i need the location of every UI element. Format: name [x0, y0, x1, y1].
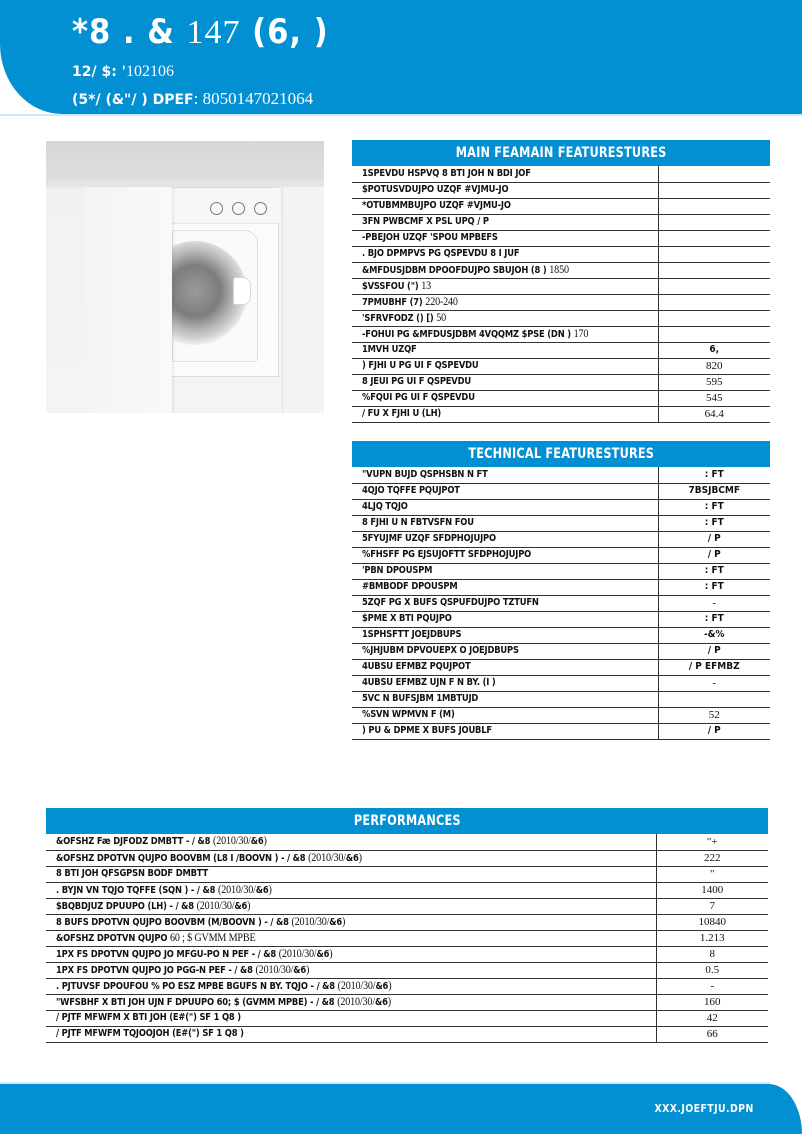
- table-row: [352, 515, 770, 531]
- row-label-cell: [352, 294, 658, 310]
- product-code-value: 102106: [125, 63, 174, 80]
- row-value: [658, 691, 770, 707]
- row-label-suffix-end: ): [247, 899, 251, 912]
- row-label: [56, 1011, 241, 1025]
- row-label: [362, 580, 458, 594]
- row-label-text: 1PX FS DPOTVN QUJPO JO MFGU-PO N PEF - / &8: [56, 948, 277, 960]
- row-label-suffix: 220-240: [425, 295, 458, 308]
- dial-icon: [254, 202, 267, 215]
- row-label-cell: [352, 198, 658, 214]
- row-value: ": [656, 866, 768, 882]
- row-label-suffix-end: ): [342, 915, 346, 928]
- row-label-cell: [352, 675, 658, 691]
- row-label-cell: [352, 214, 658, 230]
- row-value: 222: [656, 850, 768, 866]
- row-label-suffix-bold: &6: [374, 996, 388, 1008]
- row-value: [658, 198, 770, 214]
- row-label-suffix-bold: &6: [250, 836, 264, 848]
- row-value: 64.4: [658, 406, 770, 422]
- table-row: [352, 214, 770, 230]
- row-label-cell: [46, 866, 656, 882]
- table-row: [352, 262, 770, 278]
- row-label-text: $POTUSVDUJPO UZQF #VJMU-JO: [362, 184, 509, 195]
- row-label-text: &OFSHZ Fæ DJFODZ DMBTT - / &8: [56, 836, 211, 848]
- table-row: [352, 246, 770, 262]
- row-label-cell: [352, 310, 658, 326]
- washing-machine: [169, 187, 279, 377]
- row-label-cell: [352, 627, 658, 643]
- row-label-text: / FU X FJHI U (LH): [362, 408, 442, 419]
- table-row: [352, 374, 770, 390]
- row-label: [362, 660, 471, 674]
- row-label: [362, 311, 446, 326]
- row-value: / P: [658, 547, 770, 563]
- row-label-cell: [352, 326, 658, 342]
- row-value: "+: [656, 834, 768, 850]
- table-row: [352, 467, 770, 483]
- row-label-suffix: 1850: [549, 263, 569, 276]
- row-label-text: 'PBN DPOUSPM: [362, 565, 433, 576]
- row-label-suffix-bold: &6: [316, 948, 330, 960]
- table-row: [352, 483, 770, 499]
- table-row: [352, 547, 770, 563]
- table-row: [352, 611, 770, 627]
- row-label-cell: [46, 946, 656, 962]
- row-label-text: . PJTUVSF DPOUFOU % PO ESZ MPBE BGUFS N BY. TQJO - / &8: [56, 980, 335, 992]
- row-label-cell: [352, 467, 658, 483]
- row-label: [56, 947, 332, 962]
- title-model-number: 147: [186, 14, 241, 51]
- row-label-text: 5VC N BUFSJBM 1MBTUJD: [362, 693, 479, 704]
- row-label: [362, 516, 474, 530]
- row-value: [658, 310, 770, 326]
- row-value: 6,: [658, 342, 770, 358]
- row-label-cell: [352, 278, 658, 294]
- row-label-cell: [46, 882, 656, 898]
- row-label-cell: [352, 691, 658, 707]
- cabinet-door: [84, 187, 172, 413]
- row-label-cell: [352, 406, 658, 422]
- row-label-cell: [352, 643, 658, 659]
- row-label-cell: [46, 914, 656, 930]
- row-label: [362, 548, 531, 562]
- row-label-suffix-bold: &6: [329, 916, 343, 928]
- row-label: [56, 851, 362, 866]
- row-label-cell: [352, 230, 658, 246]
- row-label-suffix: 170: [573, 327, 589, 340]
- row-label-cell: [352, 342, 658, 358]
- row-value: 595: [658, 374, 770, 390]
- row-label: [362, 676, 496, 690]
- table-row: [352, 294, 770, 310]
- row-label: [362, 391, 475, 405]
- row-value: 7: [656, 898, 768, 914]
- row-value: 820: [658, 358, 770, 374]
- ean-code-line: [72, 89, 313, 109]
- row-label-text: 4LJQ TQJO: [362, 501, 408, 512]
- row-label: [362, 564, 432, 578]
- row-label-text: . BYJN VN TQJO TQFFE (SQN ) - / &8: [56, 884, 216, 896]
- row-label-cell: [352, 166, 658, 182]
- row-value: 8: [656, 946, 768, 962]
- table-row: [352, 198, 770, 214]
- row-value: 52: [658, 707, 770, 723]
- title-brand: *8 . &: [72, 12, 175, 52]
- row-label-suffix: (2010/30/: [218, 883, 256, 896]
- row-label: [362, 628, 461, 642]
- row-label: [362, 199, 511, 213]
- row-label-cell: [46, 978, 656, 994]
- row-label-cell: [352, 374, 658, 390]
- row-label-cell: [352, 262, 658, 278]
- row-label-text: %SVN WPMVN F (M): [362, 709, 455, 720]
- row-label: [362, 327, 588, 342]
- row-label-cell: [46, 898, 656, 914]
- row-label-suffix: (2010/30/: [308, 851, 346, 864]
- row-label-text: 8 BTI JOH QFSGPSN BODF DMBTT: [56, 868, 209, 879]
- row-label: [362, 343, 417, 357]
- table-row: [46, 882, 768, 898]
- row-label-text: ) PU & DPME X BUFS JOUBLF: [362, 725, 492, 736]
- performances-title: PERFORMANCES: [353, 813, 461, 829]
- header-banner: [0, 0, 802, 114]
- row-value: : FT: [658, 499, 770, 515]
- row-value: : FT: [658, 467, 770, 483]
- table-row: [46, 978, 768, 994]
- door-frame: [172, 230, 258, 362]
- row-label: [56, 1027, 244, 1041]
- row-value: : FT: [658, 611, 770, 627]
- table-row: [352, 675, 770, 691]
- cabinet-side: [282, 187, 324, 413]
- row-label: [56, 834, 267, 849]
- row-label-cell: [352, 563, 658, 579]
- product-title: [72, 12, 329, 52]
- row-label-text: "WFSBHF X BTI JOH UJN F DPUUPO 60; $ (GVMM MPBE) - / &8: [56, 996, 335, 1008]
- row-label-text: 4QJO TQFFE PQUJPOT: [362, 485, 460, 496]
- row-label: [56, 915, 345, 930]
- table-row: [352, 707, 770, 723]
- row-label-text: 8 JEUI PG UI F QSPEVDU: [362, 376, 471, 387]
- row-label-cell: [46, 1010, 656, 1026]
- main-features-table: [352, 166, 770, 423]
- row-label-cell: [46, 930, 656, 946]
- row-label-suffix-bold: &6: [255, 884, 269, 896]
- row-label-text: . BJO DPMPVS PG QSPEVDU 8 I JUF: [362, 248, 520, 259]
- row-label: [362, 596, 539, 610]
- table-row: [352, 627, 770, 643]
- row-value: [658, 246, 770, 262]
- table-row: [46, 1010, 768, 1026]
- row-label-text: &OFSHZ DPOTVN QUJPO BOOVBM (L8 I /BOOVN ) - / &8: [56, 852, 306, 864]
- row-label-suffix: (2010/30/: [337, 979, 376, 992]
- row-label-cell: [352, 595, 658, 611]
- table-row: [352, 579, 770, 595]
- technical-features-table: [352, 467, 770, 740]
- row-label-suffix: (2010/30/: [196, 899, 235, 912]
- row-label-text: *OTUBMMBUJPO UZQF #VJMU-JO: [362, 200, 511, 211]
- row-label-suffix-end: ): [268, 883, 272, 896]
- row-label: [362, 724, 492, 738]
- footer-banner: [0, 1084, 802, 1134]
- row-label-text: / PJTF MFWFM TQJOOJOH (E#(") SF 1 Q8 ): [56, 1028, 244, 1039]
- table-row: [352, 182, 770, 198]
- row-label-text: 1MVH UZQF: [362, 344, 417, 355]
- table-row: [352, 499, 770, 515]
- row-label: [362, 708, 455, 722]
- row-value: [658, 166, 770, 182]
- row-label-suffix: (2010/30/: [255, 963, 294, 976]
- main-features-title: MAIN FEAMAIN FEATURESTURES: [455, 145, 667, 161]
- row-label-suffix-bold: &6: [375, 980, 389, 992]
- table-row: [46, 962, 768, 978]
- technical-features-title: TECHNICAL FEATURESTURES: [468, 446, 654, 462]
- row-value: -: [656, 978, 768, 994]
- row-label-cell: [352, 499, 658, 515]
- row-label-text: ) FJHI U PG UI F QSPEVDU: [362, 360, 479, 371]
- table-row: [46, 1026, 768, 1042]
- row-value: : FT: [658, 579, 770, 595]
- row-label: [362, 279, 431, 294]
- row-value: [658, 326, 770, 342]
- row-value: / P: [658, 531, 770, 547]
- row-label-cell: [46, 834, 656, 850]
- row-label-cell: [352, 358, 658, 374]
- row-label-suffix-end: ): [358, 851, 362, 864]
- row-label-text: %FQUI PG UI F QSPEVDU: [362, 392, 475, 403]
- row-label: [362, 644, 519, 658]
- row-label: [56, 899, 250, 914]
- row-value: / P: [658, 643, 770, 659]
- row-label-suffix: (2010/30/: [278, 947, 317, 960]
- row-label: [362, 231, 498, 245]
- row-label: [362, 407, 441, 421]
- row-label: [362, 183, 508, 197]
- row-label-suffix-end: ): [306, 963, 310, 976]
- dial-icon: [232, 202, 245, 215]
- row-value: 1400: [656, 882, 768, 898]
- row-label-suffix-end: ): [388, 979, 392, 992]
- table-row: [352, 326, 770, 342]
- table-row: [46, 946, 768, 962]
- row-label: [362, 263, 569, 278]
- row-value: 66: [656, 1026, 768, 1042]
- row-value: [658, 182, 770, 198]
- table-row: [46, 850, 768, 866]
- row-label-cell: [352, 182, 658, 198]
- table-row: [46, 834, 768, 850]
- row-label: [56, 867, 208, 881]
- row-label-suffix-bold: &6: [234, 900, 248, 912]
- row-value: 7BSJBCMF: [658, 483, 770, 499]
- table-row: [352, 531, 770, 547]
- row-label: [362, 532, 496, 546]
- table-row: [352, 390, 770, 406]
- cabinet-top: [46, 141, 324, 181]
- row-label-text: %FHSFF PG EJSUJOFTT SFDPHOJUJPO: [362, 549, 532, 560]
- row-label: [362, 247, 519, 261]
- table-row: [352, 358, 770, 374]
- table-row: [352, 342, 770, 358]
- row-label-cell: [46, 850, 656, 866]
- table-row: [352, 278, 770, 294]
- row-label-text: -PBEJOH UZQF 'SPOU MPBEFS: [362, 232, 498, 243]
- row-label-text: %JHJUBM DPVOUEPX O JOEJDBUPS: [362, 645, 519, 656]
- header-divider: [0, 114, 802, 116]
- row-value: / P EFMBZ: [658, 659, 770, 675]
- row-label-text: 1SPHSFTT JOEJDBUPS: [362, 629, 462, 640]
- row-value: -: [658, 595, 770, 611]
- table-row: [46, 914, 768, 930]
- row-label: [362, 215, 489, 229]
- row-label-text: 'SFRVFODZ () [): [362, 312, 434, 324]
- row-label: [362, 359, 479, 373]
- row-label-suffix: 13: [421, 279, 432, 292]
- row-label-text: 3FN PWBCMF X PSL UPQ / P: [362, 216, 489, 227]
- row-label-text: 4UBSU EFMBZ PQUJPOT: [362, 661, 471, 672]
- row-label-text: &MFDUSJDBM DPOOFDUJPO SBUJOH (8 ): [362, 264, 547, 276]
- table-row: [352, 166, 770, 182]
- row-value: : FT: [658, 563, 770, 579]
- row-label-text: $VSSFOU ("): [362, 280, 419, 292]
- row-label-text: 8 BUFS DPOTVN QUJPO BOOVBM (M/BOOVN ) - / &8: [56, 916, 289, 928]
- table-row: [46, 866, 768, 882]
- table-row: [352, 659, 770, 675]
- table-row: [352, 406, 770, 422]
- row-label: [362, 500, 408, 514]
- row-label-text: 7PMUBHF (7): [362, 296, 423, 308]
- row-value: [658, 230, 770, 246]
- technical-features-header: [352, 441, 770, 467]
- row-label-text: 4UBSU EFMBZ UJN F N BY. (I ): [362, 677, 496, 688]
- row-label-cell: [352, 547, 658, 563]
- row-label-suffix-bold: &6: [345, 852, 359, 864]
- row-label-suffix: (2010/30/: [337, 995, 375, 1008]
- table-row: [352, 563, 770, 579]
- row-value: -&%: [658, 627, 770, 643]
- row-label-text: "VUPN BUJD QSPHSBN N FT: [362, 468, 488, 480]
- website-link[interactable]: XXX.JOEFTJU.DPN: [654, 1102, 754, 1115]
- row-label: [56, 995, 391, 1010]
- row-label-text: 1PX FS DPOTVN QUJPO JO PGG-N PEF - / &8: [56, 964, 253, 976]
- row-label-suffix-end: ): [329, 947, 333, 960]
- table-row: [352, 310, 770, 326]
- row-value: 0.5: [656, 962, 768, 978]
- row-label-cell: [352, 707, 658, 723]
- door-handle: [233, 277, 251, 305]
- performances-header: [46, 808, 768, 834]
- row-label: [362, 375, 471, 389]
- product-code-line: [72, 63, 174, 81]
- row-label-suffix-end: ): [387, 995, 391, 1008]
- row-label-text: 1SPEVDU HSPVQ 8 BTI JOH N BDI JOF: [362, 167, 531, 179]
- row-label-cell: [352, 723, 658, 739]
- row-value: 1.213: [656, 930, 768, 946]
- row-label-cell: [46, 1026, 656, 1042]
- row-label-suffix-bold: &6: [293, 964, 307, 976]
- title-model-suffix: (6, ): [252, 12, 329, 52]
- row-label: [362, 167, 531, 181]
- row-label-cell: [46, 994, 656, 1010]
- table-row: [46, 898, 768, 914]
- row-label-suffix: 60 ; $ GVMM MPBE: [169, 931, 256, 944]
- row-label: [362, 468, 488, 482]
- dial-icon: [210, 202, 223, 215]
- ean-colon: :: [193, 89, 199, 108]
- row-value: / P: [658, 723, 770, 739]
- row-value: 545: [658, 390, 770, 406]
- table-row: [352, 230, 770, 246]
- main-features-header: [352, 140, 770, 166]
- ean-code-value: 8050147021064: [202, 89, 314, 108]
- table-row: [46, 994, 768, 1010]
- row-value: [658, 262, 770, 278]
- row-value: 42: [656, 1010, 768, 1026]
- row-label: [56, 931, 255, 946]
- table-row: [352, 691, 770, 707]
- row-label: [56, 883, 272, 898]
- row-label-cell: [352, 246, 658, 262]
- row-value: [658, 278, 770, 294]
- row-label-text: -FOHUI PG &MFDUSJDBM 4VQQMZ $PSE (DN ): [362, 328, 571, 340]
- row-value: 160: [656, 994, 768, 1010]
- row-value: -: [658, 675, 770, 691]
- row-label-text: #BMBODF DPOUSPM: [362, 581, 458, 592]
- row-label-text: 8 FJHI U N FBTVSFN FOU: [362, 517, 474, 528]
- row-label-suffix: 50: [436, 311, 446, 324]
- row-label-text: $PME X BTI PQUJPO: [362, 613, 452, 624]
- row-value: [658, 294, 770, 310]
- row-label-text: $BQBDJUZ DPUUPO (LH) - / &8: [56, 900, 194, 912]
- table-row: [352, 643, 770, 659]
- row-label-cell: [352, 390, 658, 406]
- row-label: [362, 484, 460, 498]
- row-label-suffix: (2010/30/: [291, 915, 330, 928]
- row-label-cell: [352, 611, 658, 627]
- row-label-cell: [352, 579, 658, 595]
- product-code-label: 12/ $: ': [72, 64, 126, 80]
- ean-code-label: (5*/ (&"/ ) DPEF: [72, 92, 194, 108]
- row-value: : FT: [658, 515, 770, 531]
- product-image: [46, 141, 324, 413]
- row-value: [658, 214, 770, 230]
- row-label-text: 5FYUJMF UZQF SFDPHOJUJPO: [362, 533, 496, 544]
- row-label: [362, 612, 452, 626]
- row-label-cell: [352, 659, 658, 675]
- row-label: [56, 963, 309, 978]
- row-label-text: 5ZQF PG X BUFS QSPUFDUJPO TZTUFN: [362, 597, 539, 608]
- row-label-text: / PJTF MFWFM X BTI JOH (E#(") SF 1 Q8 ): [56, 1012, 241, 1023]
- row-label: [362, 295, 458, 310]
- performances-table: [46, 834, 768, 1043]
- row-label-suffix: (2010/30/: [212, 835, 251, 848]
- table-row: [46, 930, 768, 946]
- row-label-cell: [352, 515, 658, 531]
- row-label-cell: [46, 962, 656, 978]
- row-label-text: &OFSHZ DPOTVN QUJPO: [56, 932, 168, 944]
- row-label: [56, 979, 391, 994]
- table-row: [352, 723, 770, 739]
- row-label-cell: [352, 531, 658, 547]
- row-value: 10840: [656, 914, 768, 930]
- control-panel: [170, 188, 280, 224]
- table-row: [352, 595, 770, 611]
- row-label: [362, 692, 478, 706]
- row-label-suffix-end: ): [263, 835, 267, 848]
- row-label-cell: [352, 483, 658, 499]
